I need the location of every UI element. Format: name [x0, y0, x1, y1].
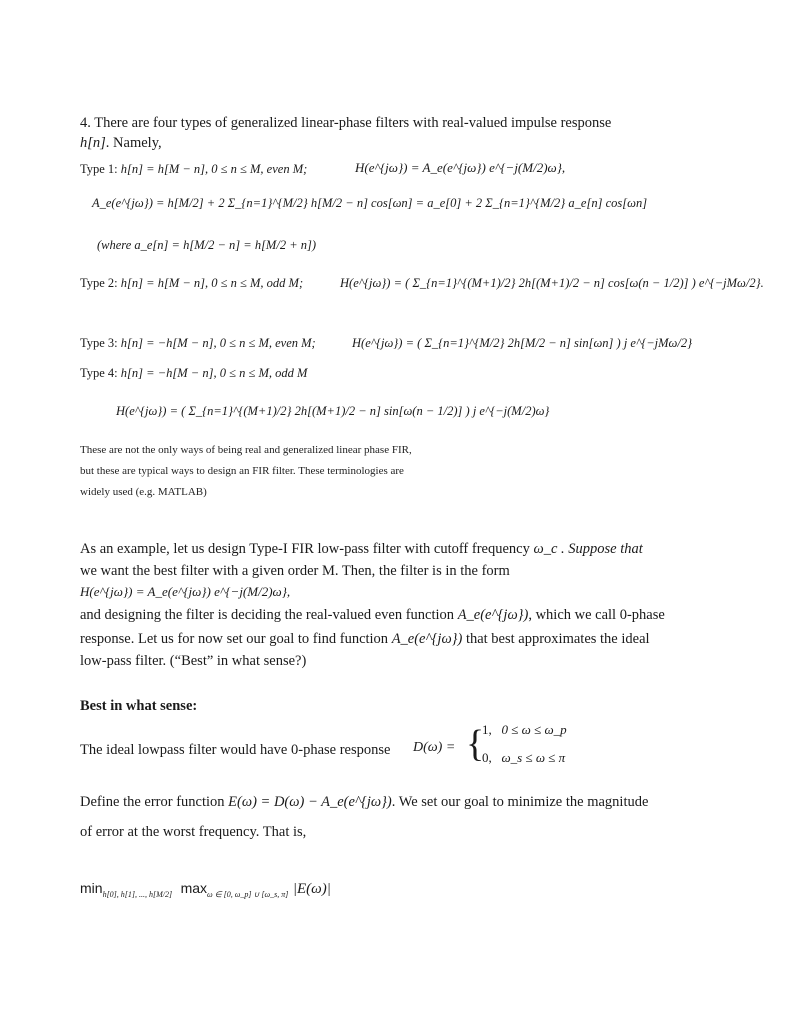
example-line1: [80, 540, 643, 558]
minimax-max: max: [180, 880, 208, 896]
note-line-3: widely used (e.g. MATLAB): [80, 486, 207, 498]
type4-label: Type 4:: [80, 366, 118, 380]
type2-label: Type 2:: [80, 276, 118, 290]
type1-where-clause: (where a_e[n] = h[M/2 − n] = h[M/2 + n]): [97, 238, 317, 252]
example-line1-text: As an example, let us design Type-I FIR low-pass filter with cutoff frequency: [80, 541, 530, 557]
example-line4b: , which we call 0-phase: [528, 607, 665, 623]
intro-text: There are four types of generalized linear-phase filters with real-valued impulse response: [94, 115, 612, 131]
type4-row: [80, 366, 307, 381]
case-1-condition: 0 ≤ ω ≤ ω_p: [501, 722, 567, 737]
case-brace: {: [466, 723, 485, 765]
type1-zero-phase-response: A_e(e^{jω}) = h[M/2] + 2 Σ_{n=1}^{M/2} h[M/2 − n] cos[ωn] = a_e[0] + 2 Σ_{n=1}^{M/2} a_e[n] cos[ωn]: [92, 196, 648, 210]
case-2-value: 0,: [482, 750, 492, 765]
type4-frequency-response: H(e^{jω}) = ( Σ_{n=1}^{(M+1)/2} 2h[(M+1)/2 − n] sin[ω(n − 1/2)] ) j e^{−j(M/2)ω}: [116, 404, 550, 418]
ideal-response-lhs: D(ω) =: [413, 740, 456, 755]
type2-frequency-response: H(e^{jω}) = ( Σ_{n=1}^{(M+1)/2} 2h[(M+1)/2 − n] cos[ω(n − 1/2)] ) e^{−jMω/2}.: [340, 276, 764, 290]
cutoff-frequency-symbol: ω_c . Suppose that: [533, 541, 643, 557]
case-2-condition: ω_s ≤ ω ≤ π: [501, 750, 566, 765]
type1-condition: h[n] = h[M − n], 0 ≤ n ≤ M, even M;: [120, 162, 308, 176]
example-line4: [80, 606, 665, 624]
intro-namely: . Namely,: [105, 135, 162, 151]
example-filter-form: H(e^{jω}) = A_e(e^{jω}) e^{−j(M/2)ω},: [80, 584, 291, 599]
type1-frequency-response: H(e^{jω}) = A_e(e^{jω}) e^{−j(M/2)ω},: [355, 160, 566, 175]
problem-number: 4.: [80, 115, 91, 131]
type1-label: Type 1:: [80, 162, 118, 176]
impulse-response-symbol: h[n]: [80, 135, 106, 151]
zero-phase-symbol-2: A_e(e^{jω}): [391, 631, 463, 647]
case-1-value: 1,: [482, 722, 492, 737]
type2-row: [80, 276, 303, 291]
error-text-b: . We set our goal to minimize the magnitude: [391, 794, 649, 810]
zero-phase-symbol: A_e(e^{jω}): [457, 607, 529, 623]
error-text-a: Define the error function: [80, 794, 225, 810]
ideal-filter-text: The ideal lowpass filter would have 0-phase response: [80, 742, 391, 758]
minimax-min-sub: h[0], h[1], ..., h[M/2]: [102, 890, 173, 900]
example-line5: [80, 630, 650, 648]
example-line6: low-pass filter. (“Best” in what sense?): [80, 653, 307, 669]
problem-intro-line2: [80, 134, 162, 152]
type3-frequency-response: H(e^{jω}) = ( Σ_{n=1}^{M/2} 2h[M/2 − n] sin[ωn] ) j e^{−jMω/2}: [352, 336, 693, 350]
error-formula: E(ω) = D(ω) − A_e(e^{jω}): [228, 794, 392, 810]
error-line2: of error at the worst frequency. That is,: [80, 824, 307, 840]
case-1: [482, 722, 567, 738]
type3-label: Type 3:: [80, 336, 118, 350]
type3-row: [80, 336, 316, 351]
case-2: [482, 750, 565, 766]
type1-row: [80, 162, 307, 177]
error-definition-line: [80, 793, 648, 811]
note-line-2: but these are typical ways to design an FIR filter. These terminologies are: [80, 465, 404, 477]
example-line5a: response. Let us for now set our goal to find function: [80, 631, 389, 647]
minimax-min: min: [80, 880, 103, 896]
type2-condition: h[n] = h[M − n], 0 ≤ n ≤ M, odd M;: [120, 276, 304, 290]
problem-intro-line1: [80, 114, 611, 132]
minimax-max-sub: ω ∈ [0, ω_p] ∪ [ω_s, π]: [207, 890, 289, 900]
note-line-1: These are not the only ways of being real and generalized linear phase FIR,: [80, 444, 412, 456]
example-line5b: that best approximates the ideal: [465, 631, 650, 647]
type4-condition: h[n] = −h[M − n], 0 ≤ n ≤ M, odd M: [120, 366, 308, 380]
type3-condition: h[n] = −h[M − n], 0 ≤ n ≤ M, even M;: [120, 336, 316, 350]
section-heading: Best in what sense:: [80, 698, 198, 714]
example-line4a: and designing the filter is deciding the real-valued even function: [80, 607, 455, 623]
minimax-abs-error: |E(ω)|: [292, 881, 331, 897]
example-line2: we want the best filter with a given order M. Then, the filter is in the form: [80, 563, 510, 579]
minimax-expression: [80, 880, 331, 899]
